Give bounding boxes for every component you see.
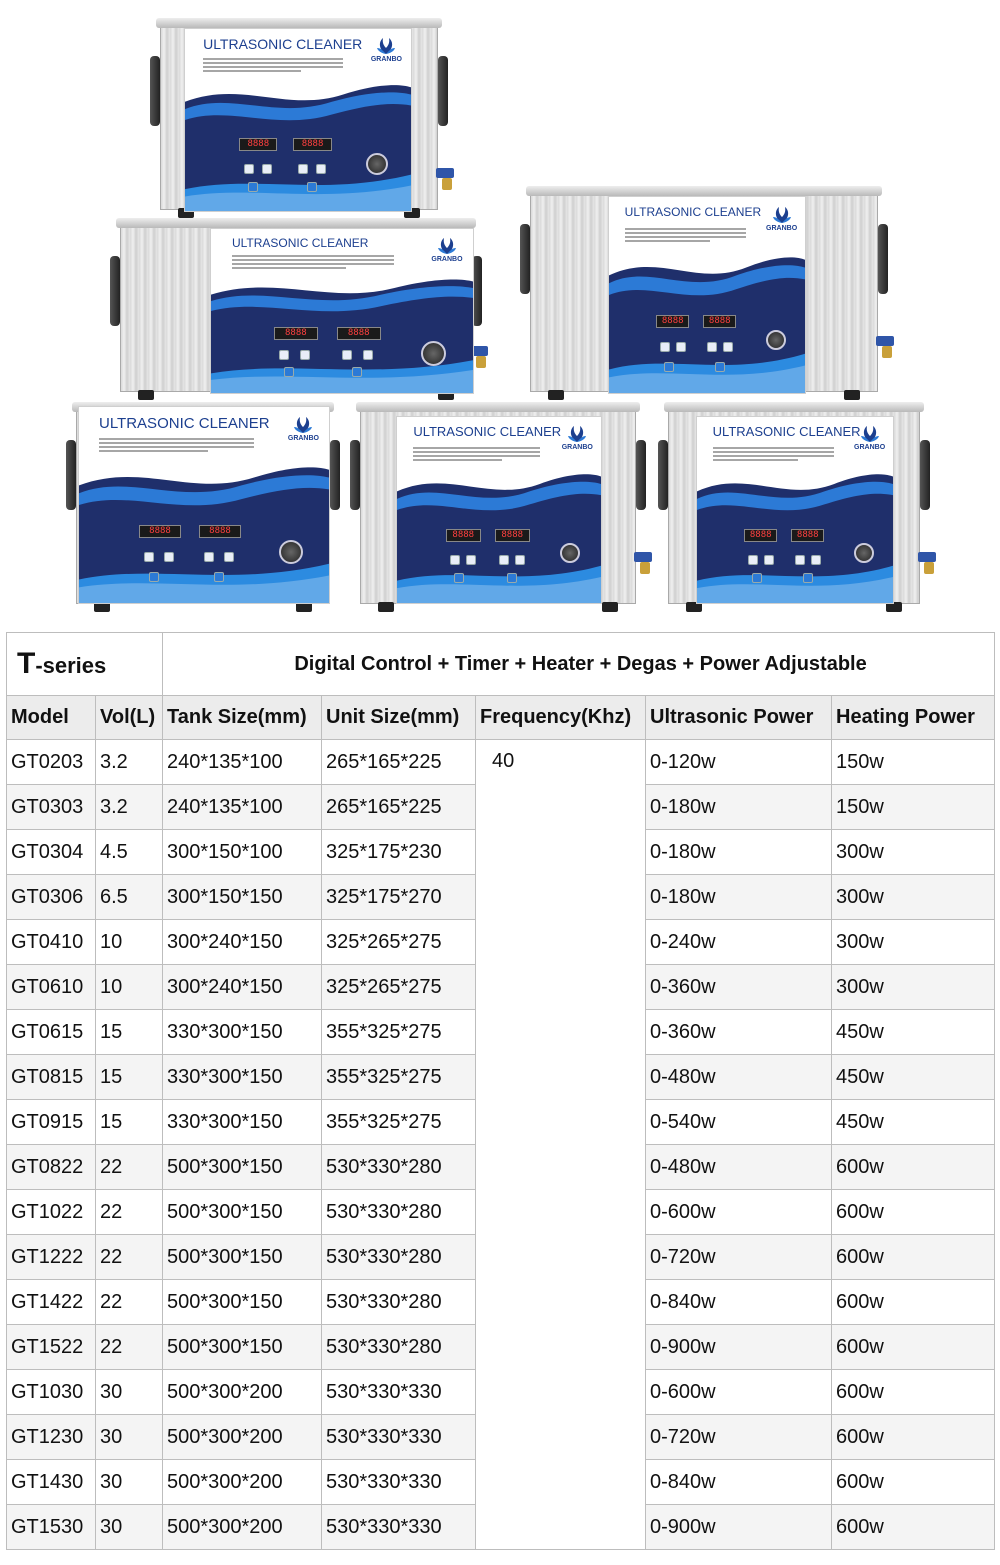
ultrasonic-cleaner-unit [360,402,636,612]
spec-table [6,632,995,1550]
heater-button [248,182,258,192]
tank-lid [664,402,924,412]
cell-model: GT0410 [7,920,96,965]
drain-valve-icon [876,336,900,358]
temp-button [279,350,289,360]
cell-vol: 10 [96,965,163,1010]
temp-button [244,164,254,174]
granbo-logo-icon [859,424,881,444]
cell-heating-power: 600w [832,1325,995,1370]
cell-tank-size: 500*300*200 [163,1370,322,1415]
cell-tank-size: 330*300*150 [163,1100,322,1145]
cell-model: GT0304 [7,830,96,875]
feature-list: Digital Control + Timer + Heater + Degas + Power Adjustable [163,633,995,696]
temp-button [144,552,154,562]
cell-ultrasonic-power: 0-180w [646,875,832,920]
cell-heating-power: 600w [832,1190,995,1235]
time-button [707,342,717,352]
cell-vol: 10 [96,920,163,965]
time-button [298,164,308,174]
timer-display: 8888 [199,525,241,538]
cell-vol: 22 [96,1190,163,1235]
cell-model: GT1522 [7,1325,96,1370]
cell-ultrasonic-power: 0-480w [646,1145,832,1190]
panel-title: ULTRASONIC CLEANER [99,414,270,432]
cell-model: GT0815 [7,1055,96,1100]
spec-table-container [6,632,994,1550]
warning-text-lines [625,228,747,244]
cell-model: GT0915 [7,1100,96,1145]
cell-model: GT0610 [7,965,96,1010]
drain-valve-icon [918,552,942,574]
cell-unit-size: 265*165*225 [322,740,476,785]
temp-button [164,552,174,562]
cell-model: GT1422 [7,1280,96,1325]
control-panel [184,28,412,212]
panel-title: ULTRASONIC CLEANER [231,235,369,250]
brand-logo [431,236,462,263]
brand-logo [288,415,319,442]
temperature-display: 8888 [239,138,277,151]
ultrasonic-cleaner-unit [160,18,438,218]
time-button [795,555,805,565]
col-header-tank-size: Tank Size(mm) [163,696,322,740]
brand-logo [854,424,885,451]
cell-vol: 30 [96,1505,163,1550]
cell-unit-size: 325*265*275 [322,965,476,1010]
cell-ultrasonic-power: 0-900w [646,1325,832,1370]
timer-display: 8888 [791,529,824,542]
cell-tank-size: 330*300*150 [163,1055,322,1100]
cell-tank-size: 500*300*150 [163,1190,322,1235]
cell-tank-size: 300*150*100 [163,830,322,875]
product-photo-collage [0,0,1000,628]
cell-vol: 30 [96,1370,163,1415]
control-panel [396,416,602,604]
handle-icon [330,440,340,510]
foot [378,602,394,612]
cell-tank-size: 500*300*200 [163,1415,322,1460]
power-knob-icon [421,341,446,366]
cell-vol: 15 [96,1010,163,1055]
col-header-heating-power: Heating Power [832,696,995,740]
cell-ultrasonic-power: 0-480w [646,1055,832,1100]
cell-unit-size: 530*330*280 [322,1145,476,1190]
cell-vol: 4.5 [96,830,163,875]
time-button [515,555,525,565]
cell-model: GT0615 [7,1010,96,1055]
temperature-display: 8888 [274,327,318,340]
foot [602,602,618,612]
foot [844,390,860,400]
time-button [811,555,821,565]
cell-model: GT1430 [7,1460,96,1505]
warning-text-lines [203,58,343,74]
series-label [7,633,163,696]
cell-model: GT1530 [7,1505,96,1550]
warning-text-lines [232,255,394,271]
temp-button [676,342,686,352]
warning-text-lines [99,438,254,454]
cell-vol: 22 [96,1235,163,1280]
cell-model: GT1230 [7,1415,96,1460]
control-panel [696,416,894,604]
time-button [363,350,373,360]
cell-heating-power: 600w [832,1460,995,1505]
cell-vol: 30 [96,1415,163,1460]
drain-valve-icon [634,552,658,574]
temp-button [300,350,310,360]
panel-title: ULTRASONIC CLEANER [712,424,861,440]
granbo-logo-icon [375,36,397,56]
cell-ultrasonic-power: 0-840w [646,1280,832,1325]
cell-vol: 3.2 [96,740,163,785]
time-button [499,555,509,565]
cell-unit-size: 265*165*225 [322,785,476,830]
brand-logo [766,205,797,232]
brand-name: GRANBO [854,444,886,452]
column-header-row [7,696,995,740]
cell-heating-power: 300w [832,965,995,1010]
ultrasonic-button [214,572,224,582]
heater-button [664,362,674,372]
granbo-logo-icon [566,424,588,444]
handle-icon [878,224,888,294]
col-header-unit-size: Unit Size(mm) [322,696,476,740]
cell-heating-power: 300w [832,920,995,965]
cell-heating-power: 450w [832,1010,995,1055]
cell-heating-power: 600w [832,1280,995,1325]
cell-ultrasonic-power: 0-720w [646,1235,832,1280]
handle-icon [920,440,930,510]
cell-heating-power: 600w [832,1145,995,1190]
cell-unit-size: 530*330*280 [322,1325,476,1370]
cell-ultrasonic-power: 0-720w [646,1415,832,1460]
warning-text-lines [413,447,539,463]
cell-ultrasonic-power: 0-540w [646,1100,832,1145]
ultrasonic-button [507,573,517,583]
cell-ultrasonic-power: 0-600w [646,1370,832,1415]
cell-unit-size: 325*175*270 [322,875,476,920]
cell-tank-size: 500*300*150 [163,1325,322,1370]
ultrasonic-button [715,362,725,372]
timer-display: 8888 [293,138,331,151]
cell-heating-power: 300w [832,830,995,875]
cell-model: GT0822 [7,1145,96,1190]
tank-lid [526,186,882,196]
brand-name: GRANBO [766,224,798,232]
heater-button [454,573,464,583]
ultrasonic-cleaner-unit [76,402,330,612]
cell-model: GT0306 [7,875,96,920]
power-knob-icon [766,330,786,350]
cell-model: GT1022 [7,1190,96,1235]
foot [548,390,564,400]
power-knob-icon [366,153,388,175]
ultrasonic-cleaner-unit [120,218,472,400]
heater-button [284,367,294,377]
control-panel [608,196,806,394]
cell-unit-size: 530*330*280 [322,1190,476,1235]
granbo-logo-icon [436,236,458,256]
time-button [204,552,214,562]
brand-name: GRANBO [370,56,402,64]
cell-unit-size: 355*325*275 [322,1055,476,1100]
handle-icon [658,440,668,510]
cell-vol: 30 [96,1460,163,1505]
drain-valve-icon [436,168,460,190]
cell-tank-size: 300*150*150 [163,875,322,920]
cell-unit-size: 355*325*275 [322,1100,476,1145]
cell-frequency: 40 [476,740,646,1550]
ultrasonic-cleaner-unit [530,186,878,400]
cell-unit-size: 355*325*275 [322,1010,476,1055]
brand-name: GRANBO [561,444,593,452]
cell-heating-power: 600w [832,1370,995,1415]
temp-button [450,555,460,565]
cell-unit-size: 325*175*230 [322,830,476,875]
cell-heating-power: 450w [832,1055,995,1100]
cell-unit-size: 530*330*330 [322,1415,476,1460]
cell-heating-power: 150w [832,740,995,785]
heater-button [149,572,159,582]
table-row [7,740,995,785]
time-button [342,350,352,360]
cell-tank-size: 300*240*150 [163,920,322,965]
ultrasonic-button [352,367,362,377]
temp-button [660,342,670,352]
cell-heating-power: 600w [832,1415,995,1460]
timer-display: 8888 [703,315,736,328]
cell-model: GT1030 [7,1370,96,1415]
brand-logo [371,36,402,63]
time-button [316,164,326,174]
cell-unit-size: 530*330*330 [322,1370,476,1415]
ultrasonic-button [803,573,813,583]
temp-button [466,555,476,565]
cell-unit-size: 530*330*330 [322,1460,476,1505]
cell-tank-size: 500*300*150 [163,1145,322,1190]
brand-name: GRANBO [287,434,319,442]
cell-vol: 6.5 [96,875,163,920]
temp-button [262,164,272,174]
handle-icon [636,440,646,510]
cell-tank-size: 500*300*150 [163,1280,322,1325]
time-button [723,342,733,352]
cell-unit-size: 530*330*280 [322,1235,476,1280]
ultrasonic-cleaner-unit [668,402,920,612]
cell-ultrasonic-power: 0-360w [646,1010,832,1055]
temp-button [764,555,774,565]
cell-model: GT1222 [7,1235,96,1280]
heater-button [752,573,762,583]
cell-vol: 22 [96,1280,163,1325]
panel-title: ULTRASONIC CLEANER [203,36,363,53]
series-header-row [7,633,995,696]
series-initial: T [17,647,36,680]
col-header-frequency: Frequency(Khz) [476,696,646,740]
cell-model: GT0203 [7,740,96,785]
series-suffix: -series [35,653,107,678]
control-panel [78,406,330,604]
temperature-display: 8888 [656,315,689,328]
handle-icon [150,56,160,126]
panel-title: ULTRASONIC CLEANER [624,204,762,219]
cell-tank-size: 500*300*150 [163,1235,322,1280]
granbo-logo-icon [292,415,314,435]
cell-ultrasonic-power: 0-180w [646,785,832,830]
temperature-display: 8888 [446,529,481,542]
timer-display: 8888 [495,529,530,542]
handle-icon [66,440,76,510]
cell-ultrasonic-power: 0-900w [646,1505,832,1550]
col-header-model: Model [7,696,96,740]
ultrasonic-button [307,182,317,192]
brand-name: GRANBO [431,255,463,263]
col-header-vol: Vol(L) [96,696,163,740]
cell-unit-size: 530*330*280 [322,1280,476,1325]
cell-vol: 22 [96,1325,163,1370]
cell-ultrasonic-power: 0-180w [646,830,832,875]
cell-vol: 15 [96,1100,163,1145]
cell-heating-power: 600w [832,1235,995,1280]
warning-text-lines [713,447,835,463]
cell-model: GT0303 [7,785,96,830]
control-panel [210,228,474,394]
cell-tank-size: 330*300*150 [163,1010,322,1055]
cell-tank-size: 300*240*150 [163,965,322,1010]
time-button [224,552,234,562]
cell-tank-size: 500*300*200 [163,1460,322,1505]
granbo-logo-icon [771,205,793,225]
handle-icon [350,440,360,510]
foot [138,390,154,400]
temperature-display: 8888 [139,525,181,538]
cell-tank-size: 240*135*100 [163,785,322,830]
cell-vol: 22 [96,1145,163,1190]
cell-vol: 15 [96,1055,163,1100]
cell-ultrasonic-power: 0-120w [646,740,832,785]
cell-heating-power: 600w [832,1505,995,1550]
cell-unit-size: 530*330*330 [322,1505,476,1550]
brand-logo [562,424,593,451]
tank-lid [356,402,640,412]
handle-icon [520,224,530,294]
handle-icon [110,256,120,326]
cell-unit-size: 325*265*275 [322,920,476,965]
cell-ultrasonic-power: 0-840w [646,1460,832,1505]
cell-heating-power: 450w [832,1100,995,1145]
timer-display: 8888 [337,327,381,340]
cell-ultrasonic-power: 0-360w [646,965,832,1010]
cell-heating-power: 300w [832,875,995,920]
handle-icon [438,56,448,126]
cell-tank-size: 240*135*100 [163,740,322,785]
cell-heating-power: 150w [832,785,995,830]
temperature-display: 8888 [744,529,777,542]
tank-lid [116,218,476,228]
spec-table-body [7,740,995,1550]
temp-button [748,555,758,565]
panel-title: ULTRASONIC CLEANER [413,424,562,440]
cell-vol: 3.2 [96,785,163,830]
cell-tank-size: 500*300*200 [163,1505,322,1550]
cell-ultrasonic-power: 0-600w [646,1190,832,1235]
cell-ultrasonic-power: 0-240w [646,920,832,965]
col-header-ultrasonic-power: Ultrasonic Power [646,696,832,740]
tank-lid [156,18,442,28]
